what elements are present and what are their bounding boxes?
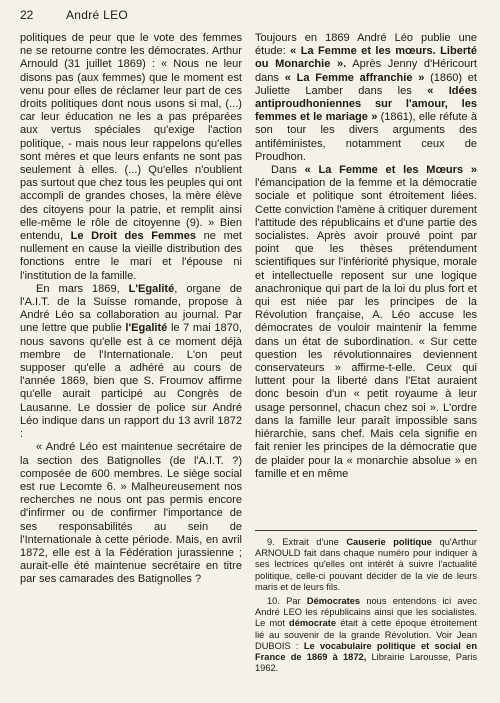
paragraph-police-report <box>20 441 242 586</box>
term: démocrate <box>289 618 337 629</box>
work-title: « La Femme affranchie » <box>284 71 425 84</box>
journal-title: L'Egalité <box>128 282 175 295</box>
text-run: En mars 1869, <box>36 282 120 295</box>
footnote-10 <box>255 596 477 674</box>
work-title: Le vocabulaire politique et social en France de 1869 à 1872, <box>255 640 478 663</box>
text-run: l'émancipation de la femme et la démocratie sociale et politique sont étroitement liées. Cette conviction l'amène à critiquer durement l'attitude des républicains et d'une partie des socialistes. Après avoir prouvé point par point que les thèses prétendument scientifiques sur l'infériorité physique, morale et intellectuelle reposent sur une logique anachronique qui part de la loi du plus fort et qui est niée par les principes de la Révolution française, A. Léo accuse les démocrates de vouloir maintenir la femme dans un état de subordination. « Sur cette question les révolutionnaires deviennent conservateurs » affirme-t-elle. Ceux qui luttent pour la liberté dans l'Etat auraient donc besoin d'un « petit royaume à leur usage personnel, chacun chez soi ». L'ordre dans la famille leur paraît impossible sans hiérarchie, sans chef. Mais cela signifie en fait renier les principes de la démocratie que de plaider pour la « monarchie absolue » en famille et en même <box>255 177 477 480</box>
text-run: (1861), elle réfute à son tour les divers arguments des antiféministes, notamment ceux de Proudhon. <box>255 111 477 163</box>
text-run: , organe de l'A.I.T. de la Suisse romande, propose à André Léo sa collaboration au journal. Par une lettre que publie <box>20 282 242 335</box>
text-run: Après Jenny d'Héricourt dans <box>255 58 477 84</box>
right-column <box>255 32 477 481</box>
text-run: le 7 mai 1870, nous savons qu'elle est à ce moment déjà membre de l'Internationale. L'on peut supposer qu'elle a adhéré au cours de l'année 1869, bien que S. Froumov affirme qu'elle aurait participé au Congrès de Lausanne. Le dossier de police sur André Léo indique dans un rapport du 13 avril 1872 : <box>20 322 242 441</box>
paragraph-femme-moeurs <box>255 164 477 481</box>
term: Démocrates <box>306 596 361 607</box>
footnote-9 <box>255 537 477 593</box>
work-title: « Idées antiproudhoniennes sur l'amour, les femmes et le mariage » <box>255 84 477 124</box>
text-run: (1860) et Juliette Lamber dans les <box>255 71 477 97</box>
text-run: « André Léo est maintenue secrétaire de la section des Batignolles (de l'A.I.T. ?) composée de 600 membres. Le siège social est rue Lecomte 6. » Malheureusement nos recherches ne nous ont pas permis encore d'infirmer ou de confirmer l'importance de ses responsabilités au sein de l'Internationale à cette période. Mais, en avril 1872, elle est à la Fédération jurassienne ; aurait-elle été maintenue secrétaire en titre par ses camarades des Batignolles ? <box>20 441 242 586</box>
left-column <box>20 32 242 587</box>
text-run: ne met nullement en cause la vieille distribution des fonctions entre le mari et l'épouse ni l'institution de la famille. <box>20 230 242 282</box>
work-title: « La Femme et les Mœurs » <box>304 164 477 177</box>
page-header <box>20 8 480 28</box>
text-run: 9. Extrait d'une <box>267 537 339 547</box>
footnotes <box>255 537 477 677</box>
footnote-divider <box>255 530 477 531</box>
text-run: Dans <box>271 164 297 177</box>
work-title: « La Femme et les mœurs. Liberté ou Monarchie ». <box>255 45 477 71</box>
text-run: qu'Arthur ARNOULD fait dans chaque numéro pour indiquer à ses lectrices qu'elles ont intérêt à suivre l'actualité politique, celle-ci pouvant décider de la vie de leurs maris et de leurs fils. <box>255 537 477 592</box>
text-run: 10. Par <box>267 596 301 607</box>
text-run: Librairie Larousse, Paris 1962. <box>255 652 477 674</box>
text-run: Toujours en 1869 André Léo publie une étude: <box>255 32 477 58</box>
paragraph-arnould-quote <box>20 32 242 283</box>
running-title: André LEO <box>66 8 129 22</box>
paragraph-egalite <box>20 283 242 441</box>
work-title: Causerie politique <box>346 537 432 547</box>
text-run: politiques de peur que le vote des femmes ne se retourne contre les démocrates. Arthur Arnould (31 juillet 1869) : « Nous ne leur disons pas (aux femmes) que le moment est venu pour elles de réclamer leur part de ces droits politiques dont nous usons si mal, (...) car leur éducation ne les a pas préparées aux vertus spéciales qu'exige l'action politique, - mais nous leur rappelons qu'elles sont mères et que leurs enfants ne sont pas seulement à elles. (...) Qu'elles n'oublient pas surtout que chez tous les peuples qui ont accompli de grandes choses, la mère élève des citoyens pour la patrie, et remplit ainsi elle-même le rôle de citoyenne (9). » Bien entendu, <box>20 32 242 243</box>
page-number: 22 <box>20 8 34 22</box>
paragraph-study <box>255 32 477 164</box>
journal-title: Le Droit des Femmes <box>70 230 197 243</box>
journal-title: l'Egalité <box>125 322 168 335</box>
text-run: nous entendons ici avec André LEO les républicains ainsi que les socialistes. Le mot <box>255 596 477 629</box>
text-run: était à cette époque étroitement lié au souvenir de la grande Révolution. Voir Jean DUBOIS : <box>255 618 478 651</box>
